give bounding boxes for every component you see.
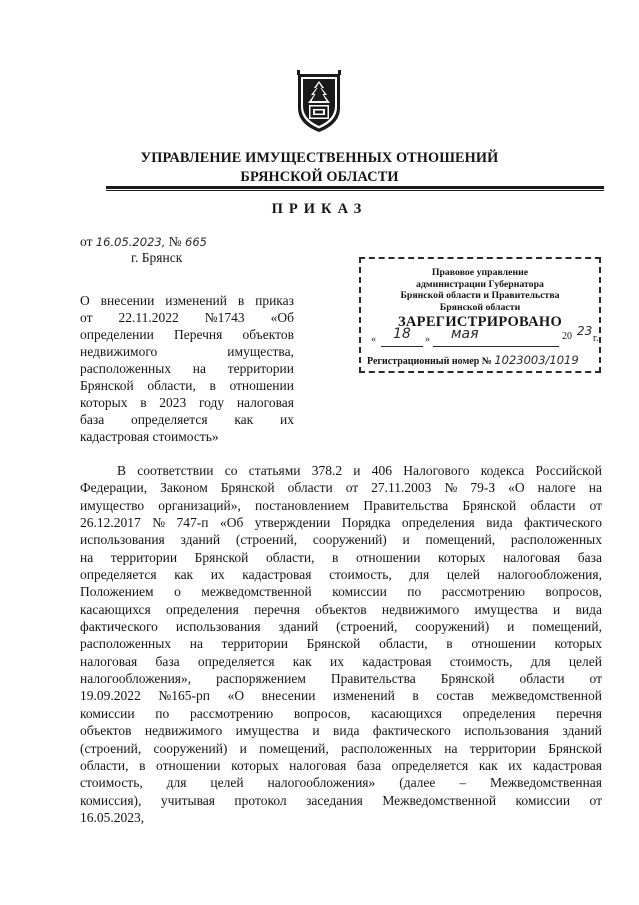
body-line: налоговая база определяется как их кадастровая стоимость, для целей	[80, 653, 602, 669]
organization-name	[0, 149, 639, 187]
stamp-line-3: Брянской области и Правительства	[400, 290, 560, 301]
body-line: фактического использования зданий (строений, сооружений) и помещений,	[80, 619, 602, 635]
body-line: на территории Брянской области, в отношении которых налоговая база	[80, 549, 602, 565]
subject-word: определении	[80, 327, 154, 342]
body-line: области, в отношении которых налоговая база определяется как их кадастровая	[80, 757, 602, 773]
body-line: имущество организаций», постановлением Правительства Брянской области от	[80, 497, 602, 513]
subject-word: на	[192, 361, 206, 376]
stamp-year-prefix: 20	[562, 331, 572, 342]
subject-word: области,	[147, 378, 196, 393]
stamp-regnum-label: Регистрационный номер №	[367, 356, 492, 367]
stamp-handwritten-year: 23	[577, 324, 593, 338]
subject-line	[80, 394, 294, 411]
order-date-number: от 16.05.2023, № 665	[80, 234, 207, 249]
stamp-registered-label: ЗАРЕГИСТРИРОВАНО	[397, 314, 563, 330]
subject-line: кадастровая стоимость»	[80, 429, 219, 444]
stamp-handwritten-regnum: 1023003/1019	[494, 353, 579, 367]
subject-line	[80, 326, 294, 343]
body-line: объектов недвижимого имущества и вида фактического использования зданий	[80, 723, 602, 739]
stamp-quote-close: »	[425, 334, 430, 345]
subject-word: объектов	[242, 327, 294, 342]
subject-word: от	[80, 310, 93, 325]
subject-word: в	[140, 395, 147, 410]
subject-word: приказ	[255, 293, 294, 308]
coat-of-arms-emblem	[295, 68, 343, 134]
body-line: определяется как их кадастровая стоимость, для целей налогообложения,	[80, 567, 602, 583]
subject-word: Перечня	[173, 327, 223, 342]
stamp-year-suffix: г.	[593, 333, 599, 344]
body-line: 19.09.2022 №165-рп «О внесении изменений в состав межведомственной	[80, 688, 602, 704]
subject-word: территории	[227, 361, 294, 376]
subject-word: которых	[80, 395, 128, 410]
body-line: расположенных на территории Брянской области, в отношении которых	[80, 636, 602, 652]
registration-stamp	[359, 257, 601, 373]
handwritten-date: 16.05.2023	[95, 235, 162, 249]
subject-word: как	[234, 412, 254, 427]
subject-line	[80, 360, 294, 377]
body-line: комиссии по рассмотрению вопросов, касающихся определения перечня	[80, 705, 602, 721]
order-subject	[80, 292, 294, 445]
header-divider-thick	[106, 186, 604, 189]
subject-word: 2023	[159, 395, 187, 410]
order-body-text	[80, 462, 602, 826]
stamp-handwritten-month: мая	[451, 326, 479, 342]
subject-word: 22.11.2022	[118, 310, 179, 325]
handwritten-order-number: 665	[185, 235, 207, 249]
subject-line	[80, 411, 294, 428]
subject-line	[80, 343, 294, 360]
subject-word: изменений	[165, 293, 228, 308]
body-line: Положением о межведомственной комиссии по рассмотрению вопросов,	[80, 584, 602, 600]
stamp-registration-number	[367, 355, 579, 368]
body-line: 16.05.2023,	[80, 809, 145, 825]
body-line: использования зданий (строений, сооружений) и помещений, расположенных	[80, 532, 602, 548]
body-line: стоимость, для целей налогообложения» (далее – Межведомственная	[80, 775, 602, 791]
subject-word: недвижимого	[80, 344, 158, 359]
stamp-handwritten-day: 18	[393, 326, 411, 342]
subject-word: в	[237, 293, 245, 308]
date-prefix: от	[80, 234, 93, 249]
body-line: 26.12.2017 № 747-п «Об утверждении Порядка определения вида фактического	[80, 515, 602, 531]
stamp-line-4: Брянской области	[439, 301, 521, 313]
subject-word: году	[198, 395, 225, 410]
body-line: касающихся определения перечня объектов недвижимого имущества и вида	[80, 601, 602, 617]
subject-line	[80, 377, 294, 394]
header-divider-thin	[106, 190, 604, 191]
subject-word: внесении	[100, 293, 155, 308]
organization-name-line2: БРЯНСКОЙ ОБЛАСТИ	[240, 169, 399, 185]
number-sign: №	[168, 234, 182, 249]
subject-word: «Об	[270, 310, 294, 325]
organization-name-line1: УПРАВЛЕНИЕ ИМУЩЕСТВЕННЫХ ОТНОШЕНИЙ	[140, 150, 499, 166]
subject-line	[80, 292, 294, 309]
subject-word: в	[209, 378, 216, 393]
city-line: г. Брянск	[131, 250, 183, 265]
stamp-line-2: администрации Губернатора	[416, 278, 544, 290]
body-line: Федерации, Законом Брянской области от 27.11.2003 № 79-З «О налоге на	[80, 480, 602, 496]
subject-word: их	[280, 412, 294, 427]
body-line: налогообложения», распоряжением Правительства Брянской области от	[80, 671, 602, 687]
subject-line	[80, 309, 294, 326]
subject-word: О	[80, 293, 90, 308]
subject-word: отношении	[229, 378, 294, 393]
body-line: (строений, сооружений) и помещений, расположенных на территории Брянской	[80, 740, 602, 756]
stamp-date-line	[371, 324, 599, 348]
subject-word: расположенных	[80, 361, 172, 376]
body-line: В соответствии со статьями 378.2 и 406 Налогового кодекса Российской	[117, 463, 602, 478]
subject-word: база	[80, 412, 105, 427]
body-line: комиссия), учитывая протокол заседания Межведомственной комиссии от	[80, 792, 602, 808]
subject-word: налоговая	[236, 395, 294, 410]
stamp-line-1: Правовое управление	[431, 267, 529, 278]
subject-word: определяется	[130, 412, 208, 427]
subject-word: №1743	[204, 310, 245, 325]
document-type-title: ПРИКАЗ	[271, 201, 368, 217]
subject-word: Брянской	[80, 378, 134, 393]
stamp-quote-open: «	[371, 334, 376, 345]
subject-word: имущества,	[227, 344, 294, 359]
